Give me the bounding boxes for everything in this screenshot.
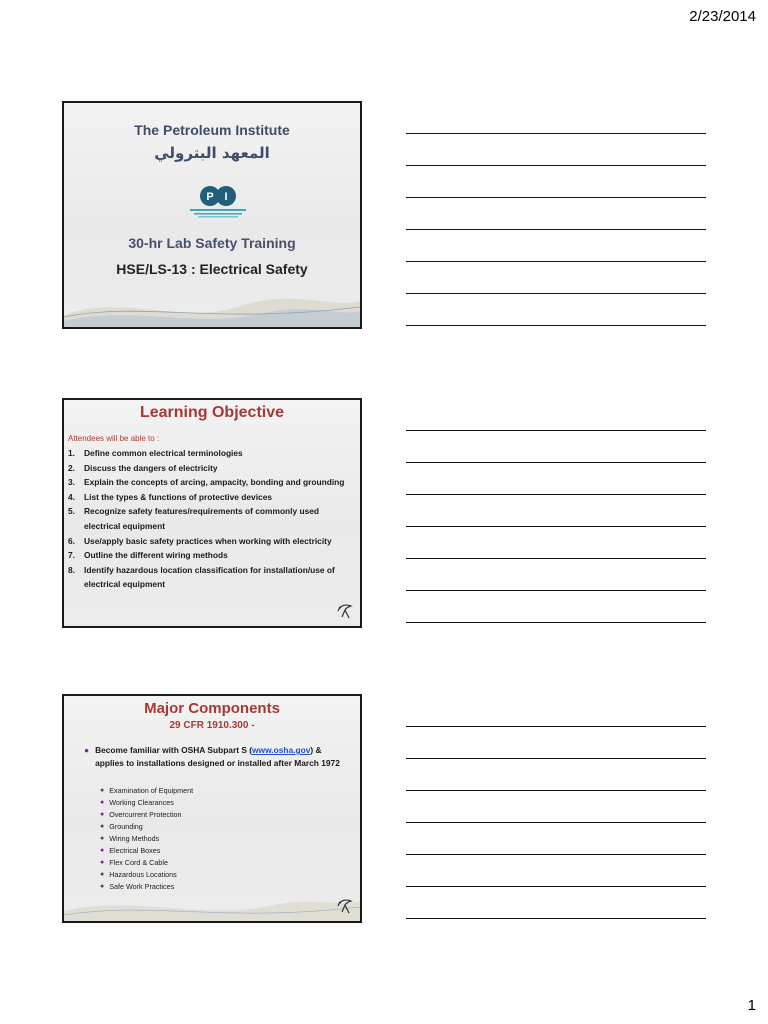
note-line [406, 790, 706, 791]
list-item: 2. Discuss the dangers of electricity [68, 462, 218, 473]
note-line [406, 726, 706, 727]
note-line [406, 494, 706, 495]
hawk-logo-icon [336, 897, 354, 915]
note-line [406, 197, 706, 198]
cfr-subtitle: 29 CFR 1910.300 - [169, 720, 255, 731]
list-item: 1. Define common electrical terminologies [68, 448, 243, 458]
page-date: 2/23/2014 [689, 8, 756, 25]
note-line [406, 261, 706, 262]
note-line [406, 229, 706, 230]
list-item: 4. List the types & functions of protective devices [68, 491, 273, 502]
note-line [406, 526, 706, 527]
note-line [406, 430, 706, 431]
note-line [406, 325, 706, 326]
osha-main-bullet: ● Become familiar with OSHA Subpart S (www.osha.gov) & applies to installations designed or installed after March 1972 [84, 745, 340, 768]
note-line [406, 165, 706, 166]
objectives-intro: Attendees will be able to : [68, 434, 160, 443]
svg-text:I: I [224, 191, 228, 203]
list-item: ● Electrical Boxes [100, 846, 161, 855]
institute-arabic-title: المعهد البترولي [154, 144, 270, 162]
list-item: ● Wiring Methods [100, 834, 160, 843]
list-item: ● Grounding [100, 822, 143, 831]
objectives-list [68, 446, 350, 592]
note-line [406, 918, 706, 919]
wave-decoration [64, 891, 360, 921]
list-item: ● Working Clearances [100, 798, 174, 807]
course-title: 30-hr Lab Safety Training [128, 235, 296, 251]
osha-link[interactable]: www.osha.gov [252, 745, 311, 755]
note-line [406, 854, 706, 855]
list-item: 3. Explain the concepts of arcing, ampacity, bonding and grounding [68, 477, 345, 488]
list-item: ● Overcurrent Protection [100, 810, 182, 819]
note-line [406, 758, 706, 759]
hawk-logo-icon [336, 602, 354, 620]
list-item: 8. Identify hazardous location classification for installation/use of electrical equipment [68, 564, 335, 590]
note-line [406, 462, 706, 463]
list-item: 6. Use/apply basic safety practices when working with electricity [68, 535, 332, 546]
major-components-title: Major Components [144, 700, 280, 717]
learning-objective-title: Learning Objective [139, 404, 285, 421]
bullet-icon: ● [84, 745, 90, 755]
svg-text:P: P [206, 191, 214, 203]
note-line [406, 822, 706, 823]
slide-2-thumbnail [62, 398, 362, 628]
slide-3-thumbnail [62, 694, 362, 923]
note-line [406, 886, 706, 887]
module-title: HSE/LS-13 : Electrical Safety [116, 261, 308, 277]
slide-1-thumbnail [62, 101, 362, 329]
note-line [406, 133, 706, 134]
note-line [406, 293, 706, 294]
list-item: ● Flex Cord & Cable [100, 858, 168, 867]
page-number: 1 [747, 997, 756, 1014]
list-item: ● Safe Work Practices [100, 882, 175, 891]
note-line [406, 558, 706, 559]
list-item: 7. Outline the different wiring methods [68, 550, 228, 561]
components-list [100, 785, 193, 893]
list-item: ● Hazardous Locations [100, 870, 177, 879]
list-item: ● Examination of Equipment [100, 786, 194, 795]
note-line [406, 590, 706, 591]
list-item: 5. Recognize safety features/requirements of commonly used electrical equipment [68, 506, 320, 531]
pi-logo-icon [188, 185, 248, 221]
note-line [406, 622, 706, 623]
institute-title: The Petroleum Institute [134, 122, 290, 138]
wave-decoration [64, 287, 360, 327]
